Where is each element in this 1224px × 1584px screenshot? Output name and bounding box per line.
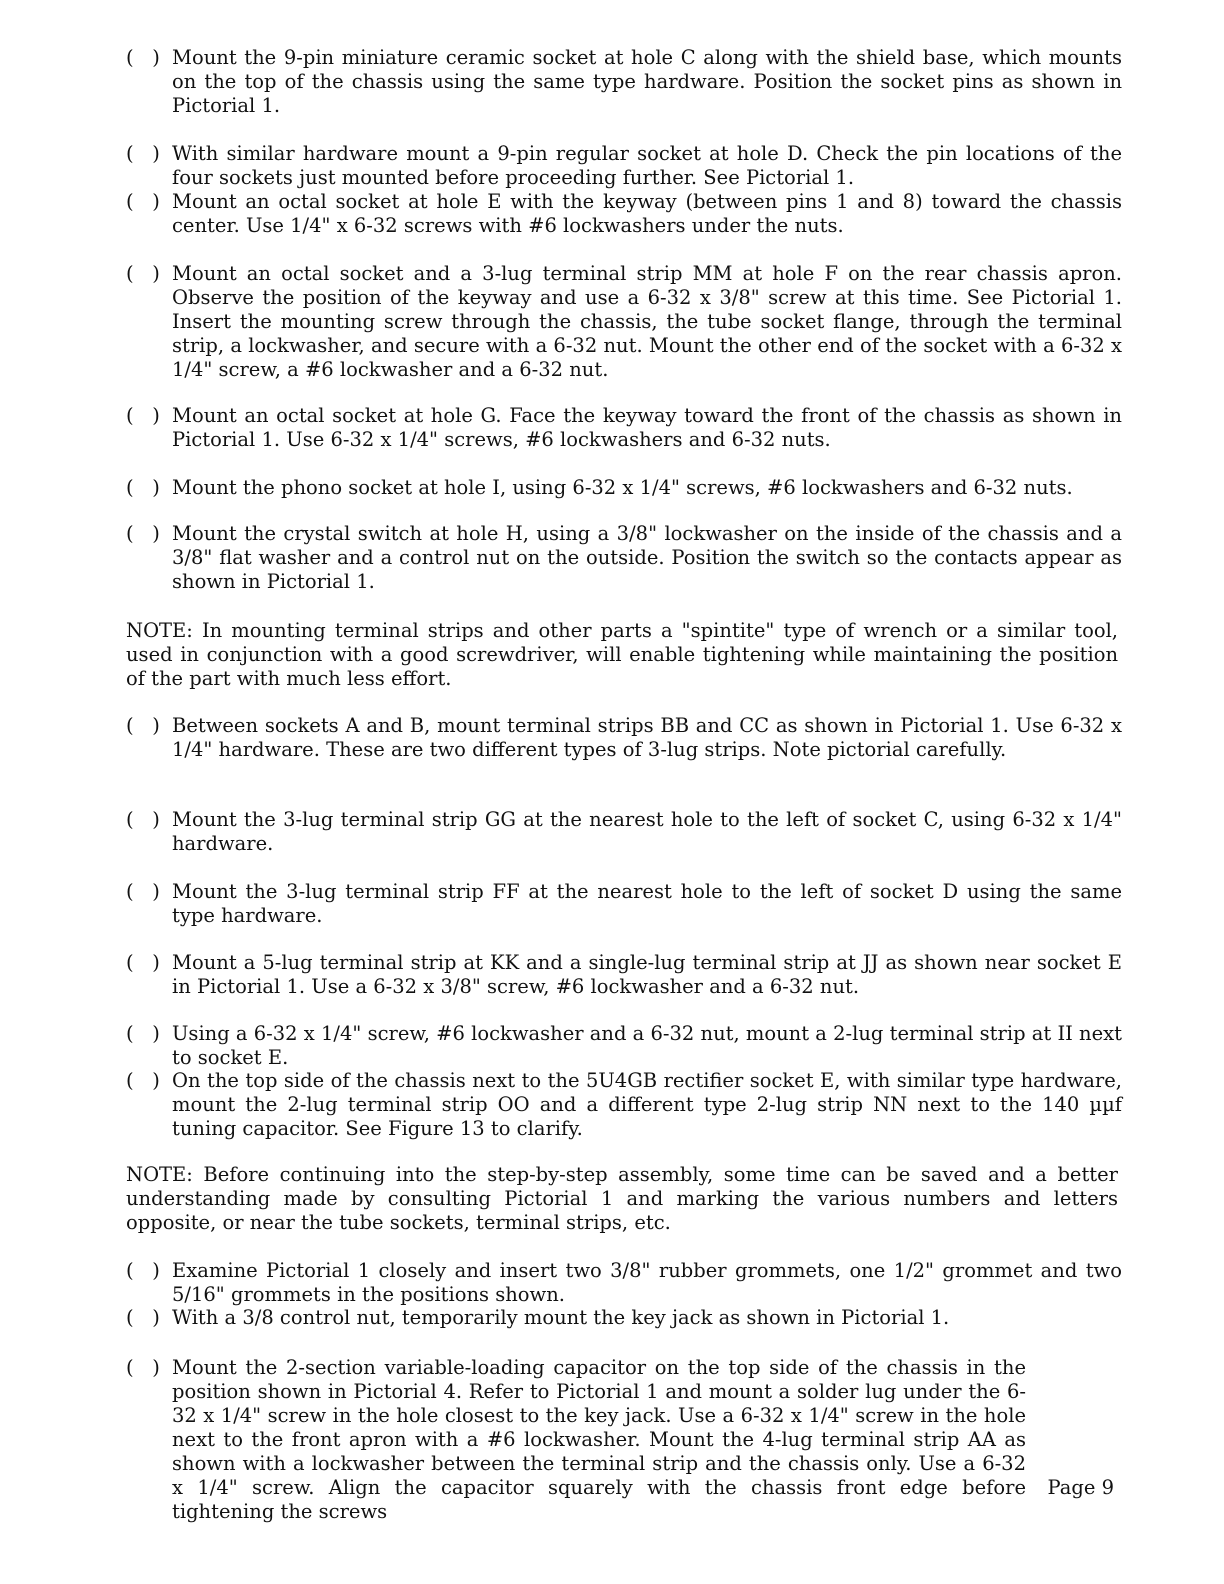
step-checkbox[interactable]: ( ) <box>126 46 160 69</box>
step-text: Using a 6-32 x 1/4" screw, #6 lockwasher and a 6-32 nut, mount a 2-lug terminal strip at II next to socket E. <box>172 1022 1122 1069</box>
step-item <box>126 476 1122 500</box>
step-text: On the top side of the chassis next to the 5U4GB rectifier socket E, with similar type hardware, mount the 2-lug terminal strip OO and a different type 2-lug strip NN next to the 140 µµf tuning capacitor. See Figure 13 to clarify. <box>172 1069 1122 1140</box>
step-item <box>126 142 1122 190</box>
step-checkbox[interactable]: ( ) <box>126 1356 160 1379</box>
step-checkbox[interactable]: ( ) <box>126 1259 160 1282</box>
step-item <box>126 1022 1122 1070</box>
step-text: Mount the 3-lug terminal strip FF at the nearest hole to the left of socket D using the same type hardware. <box>172 880 1122 927</box>
step-checkbox[interactable]: ( ) <box>126 476 160 499</box>
page-number: Page 9 <box>1047 1476 1114 1499</box>
step-text: Mount the 9-pin miniature ceramic socket at hole C along with the shield base, which mounts on the top of the chassis using the same type hardware. Position the socket pins as shown in Pictorial 1. <box>172 46 1122 117</box>
step-checkbox[interactable]: ( ) <box>126 951 160 974</box>
step-checkbox[interactable]: ( ) <box>126 1022 160 1045</box>
step-item <box>126 1306 1122 1330</box>
step-text: Mount an octal socket and a 3-lug terminal strip MM at hole F on the rear chassis apron. Observe the position of the keyway and use a 6-32 x 3/8" screw at this time. See Pictorial 1. Insert the mounting screw through the chassis, the tube socket flange, through the terminal strip, a lockwasher, and secure with a 6-32 nut. Mount the other end of the socket with a 6-32 x 1/4" screw, a #6 lockwasher and a 6-32 nut. <box>172 262 1122 381</box>
step-text: Mount the 2-section variable-loading capacitor on the top side of the chassis in the position shown in Pictorial 4. Refer to Pictorial 1 and mount a solder lug under the 6-32 x 1/4" screw in the hole closest to the key jack. Use a 6-32 x 1/4" screw in the hole next to the front apron with a #6 lockwasher. Mount the 4-lug terminal strip AA as shown with a lockwasher between the terminal strip and the chassis only. Use a 6-32 x 1/4" screw. Align the capacitor squarely with the chassis front edge before tightening the screws <box>172 1356 1026 1523</box>
step-item <box>126 46 1122 118</box>
step-text: Mount a 5-lug terminal strip at KK and a single-lug terminal strip at JJ as shown near socket E in Pictorial 1. Use a 6-32 x 3/8" screw, #6 lockwasher and a 6-32 nut. <box>172 951 1122 998</box>
step-checkbox[interactable]: ( ) <box>126 522 160 545</box>
step-item <box>126 951 1122 999</box>
step-text: Mount an octal socket at hole G. Face the keyway toward the front of the chassis as shown in Pictorial 1. Use 6-32 x 1/4" screws, #6 lockwashers and 6-32 nuts. <box>172 404 1122 451</box>
step-text: With a 3/8 control nut, temporarily mount the key jack as shown in Pictorial 1. <box>172 1306 950 1329</box>
step-checkbox[interactable]: ( ) <box>126 880 160 903</box>
step-item <box>126 1069 1122 1141</box>
step-checkbox[interactable]: ( ) <box>126 262 160 285</box>
step-item <box>126 404 1122 452</box>
step-checkbox[interactable]: ( ) <box>126 714 160 737</box>
step-text: Mount the phono socket at hole I, using 6-32 x 1/4" screws, #6 lockwashers and 6-32 nuts. <box>172 476 1073 499</box>
step-text: With similar hardware mount a 9-pin regular socket at hole D. Check the pin locations of the four sockets just mounted before proceeding further. See Pictorial 1. <box>172 142 1122 189</box>
step-checkbox[interactable]: ( ) <box>126 1069 160 1092</box>
step-text: Examine Pictorial 1 closely and insert two 3/8" rubber grommets, one 1/2" grommet and two 5/16" grommets in the positions shown. <box>172 1259 1122 1306</box>
step-item <box>126 190 1122 238</box>
step-text: Mount the 3-lug terminal strip GG at the nearest hole to the left of socket C, using 6-32 x 1/4" hardware. <box>172 808 1122 855</box>
step-checkbox[interactable]: ( ) <box>126 808 160 831</box>
step-item <box>126 714 1122 762</box>
step-item <box>126 1259 1122 1307</box>
step-item <box>126 262 1122 382</box>
step-checkbox[interactable]: ( ) <box>126 142 160 165</box>
step-item <box>126 880 1122 928</box>
step-checkbox[interactable]: ( ) <box>126 190 160 213</box>
step-text: Between sockets A and B, mount terminal strips BB and CC as shown in Pictorial 1. Use 6-32 x 1/4" hardware. These are two different types of 3-lug strips. Note pictorial carefully. <box>172 714 1122 761</box>
step-checkbox[interactable]: ( ) <box>126 404 160 427</box>
step-checkbox[interactable]: ( ) <box>126 1306 160 1329</box>
step-item <box>126 522 1122 594</box>
step-text: Mount an octal socket at hole E with the keyway (between pins 1 and 8) toward the chassis center. Use 1/4" x 6-32 screws with #6 lockwashers under the nuts. <box>172 190 1122 237</box>
note-paragraph: NOTE: Before continuing into the step-by-step assembly, some time can be saved and a better understanding made by consulting Pictorial 1 and marking the various numbers and letters opposite, or near the tube sockets, terminal strips, etc. <box>126 1163 1118 1234</box>
note-paragraph: NOTE: In mounting terminal strips and other parts a "spintite" type of wrench or a similar tool, used in conjunction with a good screwdriver, will enable tightening while maintaining the position of the part with much less effort. <box>126 619 1118 690</box>
step-text: Mount the crystal switch at hole H, using a 3/8" lockwasher on the inside of the chassis and a 3/8" flat washer and a control nut on the outside. Position the switch so the contacts appear as shown in Pictorial 1. <box>172 522 1122 593</box>
step-item <box>126 1356 1026 1524</box>
step-item <box>126 808 1122 856</box>
